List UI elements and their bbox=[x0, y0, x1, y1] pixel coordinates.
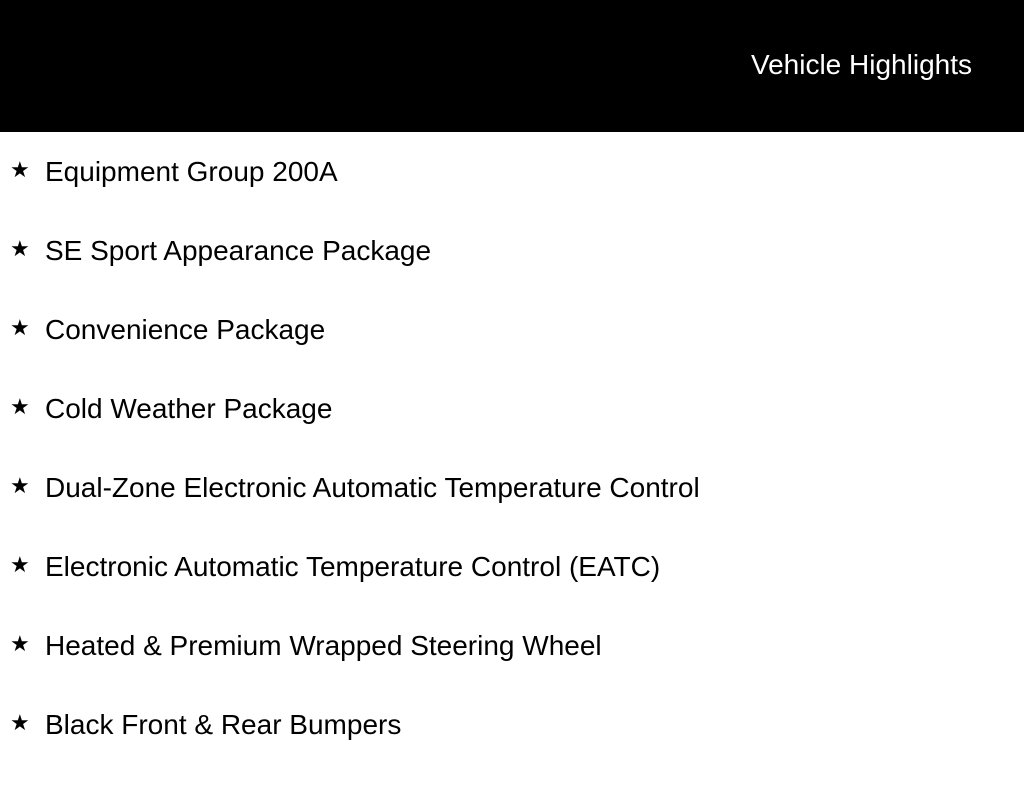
star-icon: ★ bbox=[10, 394, 30, 419]
star-icon: ★ bbox=[10, 710, 30, 735]
highlight-label: Equipment Group 200A bbox=[45, 156, 338, 187]
star-icon: ★ bbox=[10, 631, 30, 656]
list-item bbox=[0, 232, 1024, 311]
highlight-label: Convenience Package bbox=[45, 314, 326, 345]
highlight-label: Heated & Premium Wrapped Steering Wheel bbox=[45, 630, 602, 661]
highlight-label: SE Sport Appearance Package bbox=[45, 235, 432, 266]
star-icon: ★ bbox=[10, 315, 30, 340]
highlight-label: Dual-Zone Electronic Automatic Temperature Control bbox=[45, 472, 700, 503]
star-icon: ★ bbox=[10, 473, 30, 498]
list-item bbox=[0, 390, 1024, 469]
list-item bbox=[0, 627, 1024, 706]
highlight-label: Cold Weather Package bbox=[45, 393, 333, 424]
header-bar bbox=[0, 0, 1024, 132]
page-title: Vehicle Highlights bbox=[750, 49, 972, 80]
list-item bbox=[0, 311, 1024, 390]
highlight-label: Electronic Automatic Temperature Control (EATC) bbox=[45, 551, 661, 582]
star-icon: ★ bbox=[10, 236, 30, 261]
list-item bbox=[0, 706, 1024, 785]
list-item bbox=[0, 548, 1024, 627]
list-item bbox=[0, 153, 1024, 232]
highlight-label: Black Front & Rear Bumpers bbox=[45, 709, 402, 740]
star-icon: ★ bbox=[10, 157, 30, 182]
star-icon: ★ bbox=[10, 552, 30, 577]
highlights-list bbox=[0, 153, 1024, 785]
list-item bbox=[0, 469, 1024, 548]
